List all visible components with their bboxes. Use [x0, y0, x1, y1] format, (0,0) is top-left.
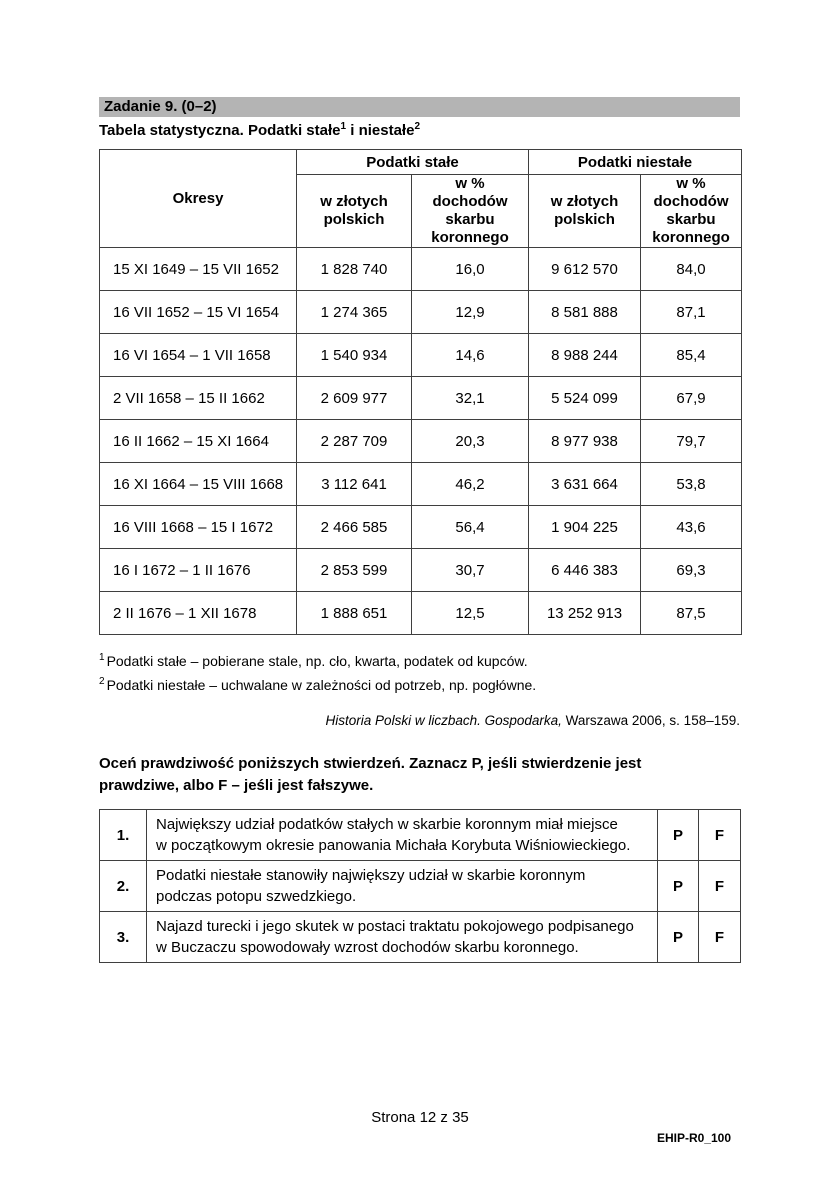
cell-stale-pct: 12,5 [412, 592, 529, 635]
statement-2-option-p: P [658, 861, 699, 912]
cell-niestale-zl: 13 252 913 [529, 592, 641, 635]
cell-period: 16 VII 1652 – 15 VI 1654 [100, 291, 297, 334]
column-header-okresy: Okresy [100, 150, 297, 248]
footnote-ref-1: 1 [340, 121, 347, 132]
subheader-stale-percent: w % dochodów skarbu koronnego [412, 175, 529, 248]
cell-period: 16 XI 1664 – 15 VIII 1668 [100, 463, 297, 506]
statement-2-line-2: podczas potopu szwedzkiego. [156, 888, 357, 905]
exam-page-content [99, 97, 740, 963]
cell-period: 15 XI 1649 – 15 VII 1652 [100, 248, 297, 291]
cell-stale-zl: 2 609 977 [297, 377, 412, 420]
table-row [100, 377, 742, 420]
cell-stale-zl: 1 540 934 [297, 334, 412, 377]
cell-period: 16 II 1662 – 15 XI 1664 [100, 420, 297, 463]
source-publication: Warszawa 2006, s. 158–159. [561, 713, 740, 728]
statement-1-option-p: P [658, 810, 699, 861]
instruction-line-2: prawdziwe, albo F – jeśli jest fałszywe. [99, 777, 374, 794]
cell-stale-zl: 1 274 365 [297, 291, 412, 334]
cell-stale-pct: 12,9 [412, 291, 529, 334]
statement-row-2 [100, 861, 741, 912]
cell-niestale-pct: 85,4 [641, 334, 742, 377]
cell-stale-pct: 20,3 [412, 420, 529, 463]
statement-1-line-1: Największy udział podatków stałych w skarbie koronnym miał miejsce [156, 816, 618, 833]
statement-3-option-f: F [699, 912, 741, 963]
cell-stale-zl: 3 112 641 [297, 463, 412, 506]
table-row [100, 291, 742, 334]
cell-niestale-pct: 84,0 [641, 248, 742, 291]
cell-stale-zl: 2 287 709 [297, 420, 412, 463]
subheader-stale-zloty: w złotych polskich [297, 175, 412, 248]
table-row [100, 549, 742, 592]
cell-period: 16 VIII 1668 – 15 I 1672 [100, 506, 297, 549]
source-title: Historia Polski w liczbach. Gospodarka, [325, 713, 562, 728]
statement-1-option-f: F [699, 810, 741, 861]
table-title-text-2: i niestałe [346, 122, 415, 139]
table-row [100, 334, 742, 377]
footnote-1-number: 1 [99, 652, 105, 664]
table-row [100, 463, 742, 506]
table-title-text: Tabela statystyczna. Podatki stałe [99, 122, 341, 139]
cell-niestale-pct: 87,1 [641, 291, 742, 334]
cell-niestale-zl: 6 446 383 [529, 549, 641, 592]
statement-3-option-p: P [658, 912, 699, 963]
table-row [100, 506, 742, 549]
cell-stale-zl: 2 853 599 [297, 549, 412, 592]
cell-stale-pct: 14,6 [412, 334, 529, 377]
instruction-line-1: Oceń prawdziwość poniższych stwierdzeń. Zaznacz P, jeśli stwierdzenie jest [99, 755, 642, 772]
task-instruction [99, 753, 740, 797]
column-group-podatki-niestale: Podatki niestałe [529, 150, 742, 175]
statement-3-number: 3. [100, 912, 147, 963]
statement-2-text [147, 861, 658, 912]
cell-niestale-zl: 8 988 244 [529, 334, 641, 377]
cell-niestale-pct: 53,8 [641, 463, 742, 506]
table-row [100, 420, 742, 463]
statement-1-number: 1. [100, 810, 147, 861]
statement-1-text [147, 810, 658, 861]
cell-niestale-pct: 43,6 [641, 506, 742, 549]
table-row [100, 592, 742, 635]
cell-stale-pct: 16,0 [412, 248, 529, 291]
statement-1-line-2: w początkowym okresie panowania Michała Korybuta Wiśniowieckiego. [156, 837, 631, 854]
footnote-2-text: Podatki niestałe – uchwalane w zależności od potrzeb, np. pogłówne. [106, 677, 537, 693]
cell-niestale-zl: 8 977 938 [529, 420, 641, 463]
statement-2-option-f: F [699, 861, 741, 912]
source-citation [99, 713, 740, 728]
statements-table [99, 809, 741, 963]
cell-niestale-zl: 3 631 664 [529, 463, 641, 506]
cell-stale-pct: 56,4 [412, 506, 529, 549]
subheader-niestale-zloty: w złotych polskich [529, 175, 641, 248]
cell-niestale-zl: 1 904 225 [529, 506, 641, 549]
cell-period: 2 VII 1658 – 15 II 1662 [100, 377, 297, 420]
cell-period: 16 I 1672 – 1 II 1676 [100, 549, 297, 592]
cell-niestale-zl: 5 524 099 [529, 377, 641, 420]
statement-3-line-2: w Buczaczu spowodowały wzrost dochodów skarbu koronnego. [156, 939, 579, 956]
cell-stale-pct: 30,7 [412, 549, 529, 592]
footnotes [99, 649, 740, 697]
table-group-header-row [100, 150, 742, 175]
subheader-niestale-percent: w % dochodów skarbu koronnego [641, 175, 742, 248]
cell-niestale-pct: 67,9 [641, 377, 742, 420]
cell-stale-pct: 32,1 [412, 377, 529, 420]
statistics-table [99, 149, 742, 635]
column-group-podatki-stale: Podatki stałe [297, 150, 529, 175]
statement-3-text [147, 912, 658, 963]
footnote-2 [99, 673, 740, 697]
footnote-2-number: 2 [99, 676, 105, 688]
cell-niestale-pct: 87,5 [641, 592, 742, 635]
statement-row-3 [100, 912, 741, 963]
cell-stale-zl: 1 888 651 [297, 592, 412, 635]
statement-row-1 [100, 810, 741, 861]
cell-period: 16 VI 1654 – 1 VII 1658 [100, 334, 297, 377]
cell-niestale-pct: 79,7 [641, 420, 742, 463]
page-number: Strona 12 z 35 [371, 1109, 469, 1126]
cell-niestale-pct: 69,3 [641, 549, 742, 592]
statement-2-line-1: Podatki niestałe stanowiły największy udział w skarbie koronnym [156, 867, 586, 884]
cell-period: 2 II 1676 – 1 XII 1678 [100, 592, 297, 635]
table-title [99, 122, 740, 140]
footnote-1-text: Podatki stałe – pobierane stale, np. cło, kwarta, podatek od kupców. [106, 653, 528, 669]
task-header-bar: Zadanie 9. (0–2) [99, 97, 740, 117]
cell-niestale-zl: 9 612 570 [529, 248, 641, 291]
exam-sheet-code: EHIP-R0_100 [656, 1131, 731, 1145]
footnote-ref-2: 2 [414, 121, 420, 132]
statement-3-line-1: Najazd turecki i jego skutek w postaci traktatu pokojowego podpisanego [156, 918, 634, 935]
cell-stale-zl: 2 466 585 [297, 506, 412, 549]
footnote-1 [99, 649, 740, 673]
cell-stale-zl: 1 828 740 [297, 248, 412, 291]
statement-2-number: 2. [100, 861, 147, 912]
cell-niestale-zl: 8 581 888 [529, 291, 641, 334]
table-row [100, 248, 742, 291]
cell-stale-pct: 46,2 [412, 463, 529, 506]
